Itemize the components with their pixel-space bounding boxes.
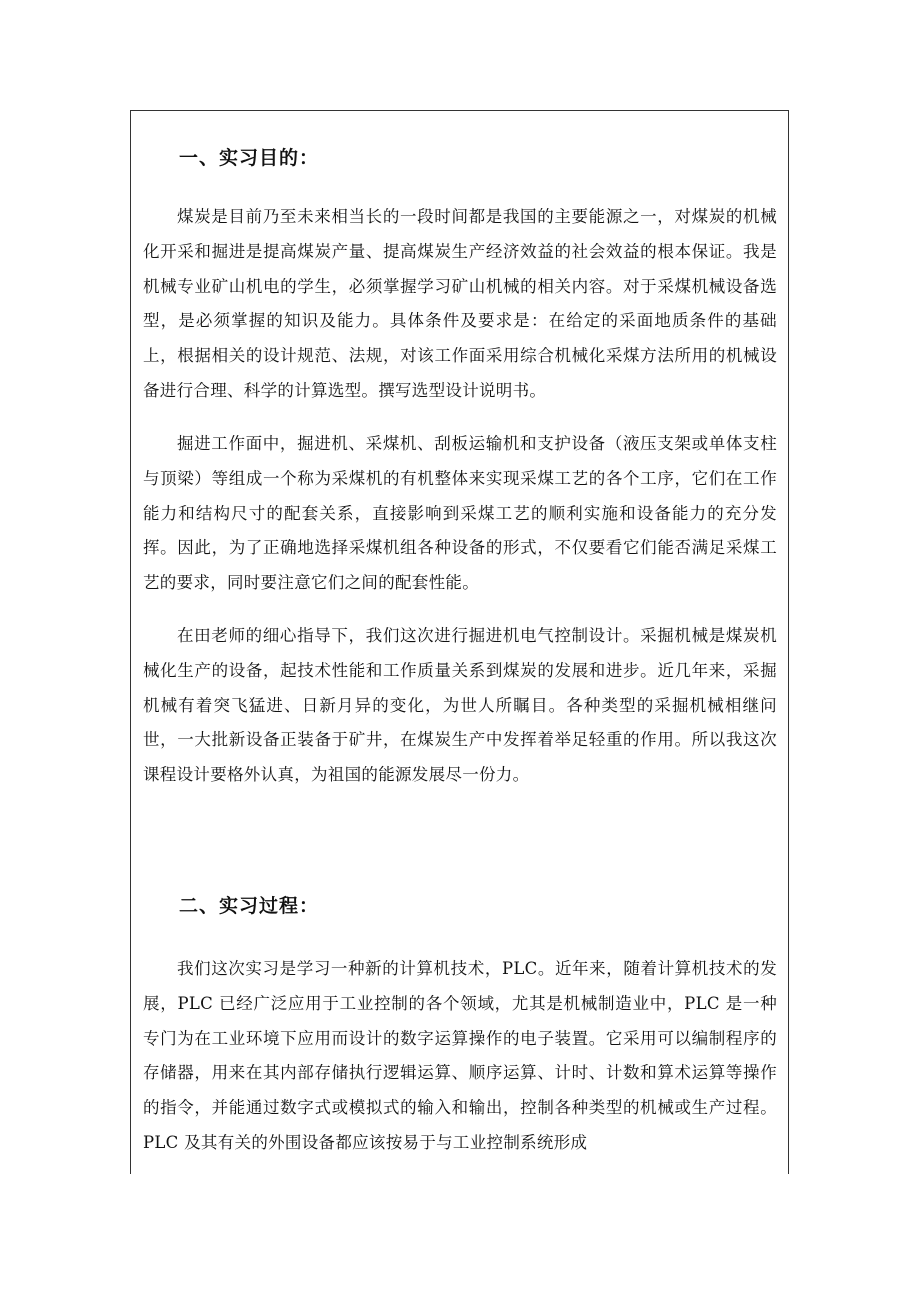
paragraph-purpose-2: 掘进工作面中，掘进机、采煤机、刮板运输机和支护设备（液压支架或单体支柱与顶梁）等组成一个称为采煤机的有机整体来实现采煤工艺的各个工序，它们在工作能力和结构尺寸的配套关系，直接影响到采煤工艺的顺利实施和设备能力的充分发挥。因此，为了正确地选择采煤机组各种设备的形式，不仅要看它们能否满足采煤工艺的要求，同时要注意它们之间的配套性能。 xyxy=(143,434,777,593)
paragraph-purpose-3: 在田老师的细心指导下，我们这次进行掘进机电气控制设计。采掘机械是煤炭机械化生产的设备，起技术性能和工作质量关系到煤炭的发展和进步。近几年来，采掘机械有着突飞猛进、日新月异的变化，为世人所瞩目。各种类型的采掘机械相继问世，一大批新设备正装备于矿井，在煤炭生产中发挥着举足轻重的作用。所以我这次课程设计要格外认真，为祖国的能源发展尽一份力。 xyxy=(143,626,777,785)
paragraph-process-1: 我们这次实习是学习一种新的计算机技术，PLC。近年来，随着计算机技术的发展，PLC 已经广泛应用于工业控制的各个领域，尤其是机械制造业中，PLC 是一种专门为在工业环境下应用而设计的数字运算操作的电子装置。它采用可以编制程序的存储器，用来在其内部存储执行逻辑运算、顺序运算、计时、计数和算术运算等操作的指令，并能通过数字式或模拟式的输入和输出，控制各种类型的机械或生产过程。PLC 及其有关的外围设备都应该按易于与工业控制系统形成 xyxy=(143,959,777,1152)
document-frame xyxy=(130,110,789,1174)
section-heading-purpose: 一、实习目的： xyxy=(179,147,320,169)
paragraph-purpose-1: 煤炭是目前乃至未来相当长的一段时间都是我国的主要能源之一，对煤炭的机械化开采和掘进是提高煤炭产量、提高煤炭生产经济效益的社会效益的根本保证。我是机械专业矿山机电的学生，必须掌握学习矿山机械的相关内容。对于采煤机械设备选型，是必须掌握的知识及能力。具体条件及要求是：在给定的采面地质条件的基础上，根据相关的设计规范、法规，对该工作面采用综合机械化采煤方法所用的机械设备进行合理、科学的计算选型。撰写选型设计说明书。 xyxy=(143,207,777,400)
section-heading-process: 二、实习过程： xyxy=(179,895,320,917)
